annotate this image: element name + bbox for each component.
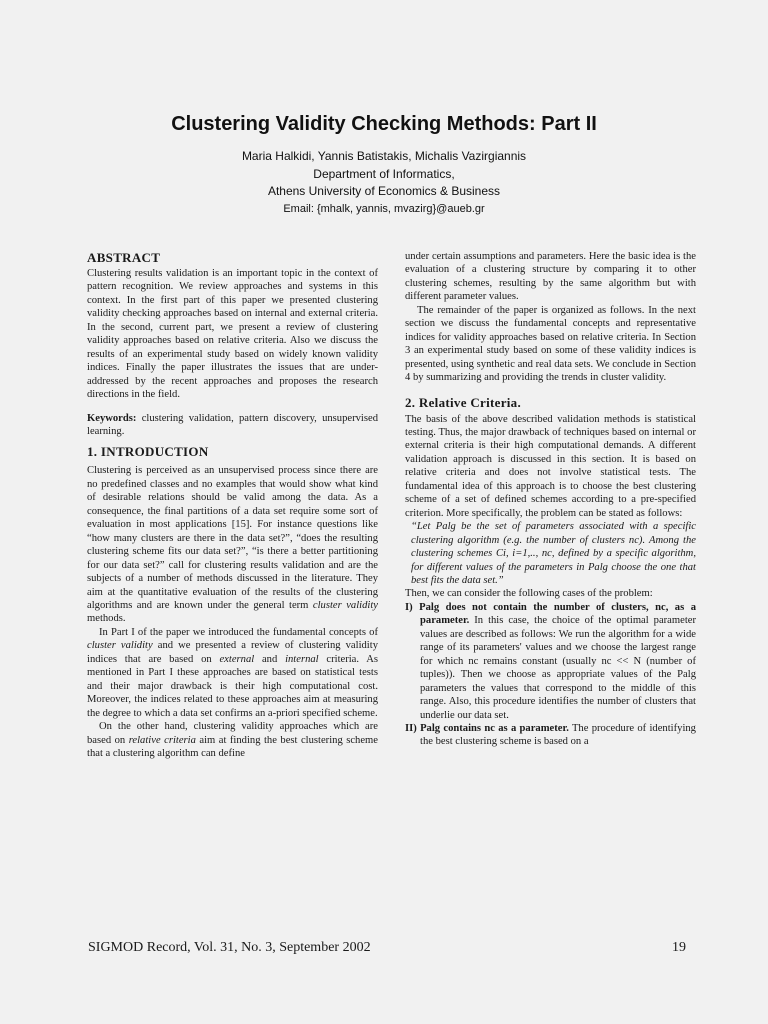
- intro-p1-end: methods.: [87, 613, 126, 625]
- footer-citation: SIGMOD Record, Vol. 31, No. 3, September 2002: [88, 940, 371, 955]
- intro-p3-a: On the other hand, clustering validity approaches which are based on: [87, 721, 378, 746]
- intro-paragraph-2: [87, 626, 378, 720]
- keywords-label: Keywords:: [87, 412, 137, 424]
- relative-criteria-heading: 2. Relative Criteria.: [405, 394, 522, 410]
- right-paragraph-2: The remainder of the paper is organized as follows. In the next section we discuss the fundamental concepts and representative indices for validity approaches based on relative criteria. In Section 3 an experimental study based on some of these validity indices is presented, using synthetic and real data sets. We conclude in Section 4 by summarizing and providing the trends in cluster validity.: [405, 304, 696, 384]
- intro-p2-a: In Part I of the paper we introduced the fundamental concepts of: [99, 626, 378, 638]
- abstract-text: Clustering results validation is an important topic in the context of pattern recognition. We review approaches and systems in this context. In the first part of this paper we presented clustering validity checking approaches based on internal and external criteria. In the second, current part, we present a review of clustering validity approaches based on relative criteria. Also we discuss the results of an experimental study based on widely known validity indices. Finally the paper illustrates the issues that are under-addressed by the recent approaches and proposes the research directions in the field.: [87, 268, 378, 401]
- case-2-text: The procedure of identifying the best clustering scheme is based on a: [420, 722, 696, 748]
- intro-p2-em2: external: [219, 653, 255, 665]
- page-number: 19: [672, 940, 686, 955]
- intro-p2-b: and we presented a review of clustering validity indices that are based on: [87, 640, 378, 665]
- paper-title: Clustering Validity Checking Methods: Part II: [171, 113, 597, 135]
- intro-paragraph-3: [87, 720, 378, 760]
- keywords: [87, 412, 378, 439]
- department: Department of Informatics,: [313, 166, 455, 181]
- authors: Maria Halkidi, Yannis Batistakis, Michalis Vazirgiannis: [241, 149, 527, 163]
- right-paragraph-1: under certain assumptions and parameters. Here the basic idea is the evaluation of a clustering structure by comparing it to other clustering schemes, resulting by the same algorithm but with different parameter values.: [405, 251, 696, 303]
- intro-p3-b: aim at finding the best clustering scheme that a clustering algorithm can define: [87, 734, 378, 759]
- intro-p1-emphasis: cluster validity: [312, 599, 378, 611]
- intro-p2-c: and: [254, 653, 286, 665]
- email: Email: {mhalk, yannis, mvazirg}@aueb.gr: [283, 202, 485, 215]
- case-1: [405, 601, 696, 722]
- left-column: [87, 250, 378, 760]
- intro-p2-em3: internal: [285, 653, 319, 665]
- university: Athens University of Economics & Business: [267, 184, 501, 198]
- case-1-heading: I) Palg does not contain the number of clusters, nc, as a parameter.: [405, 601, 696, 627]
- right-paragraph-3: The basis of the above described validation methods is statistical testing. Thus, the major drawback of techniques based on internal or external criteria is their high computational demands. A different validation approach is discussed in this section. It is based on relative criteria and does not involve statistical tests. The fundamental idea of this approach is to choose the best clustering scheme of a set of defined schemes according to a pre-specified criterion. More specifically, the problem can be stated as follows:: [405, 413, 696, 519]
- affiliation-block: [0, 148, 768, 218]
- keywords-text: clustering validation, pattern discovery, unsupervised learning.: [87, 412, 378, 437]
- problem-statement-quote: “Let Palg be the set of parameters associated with a specific clustering algorithm (e.g. the number of clusters nc). Among the clustering schemes Ci, i=1,.., nc, defined by a specific algorithm, for different values of the parameters in Palg choose the one that best fits the data set.”: [411, 521, 696, 586]
- case-2-heading: II) Palg contains nc as a parameter.: [405, 722, 569, 734]
- intro-p2-em1: cluster validity: [87, 640, 153, 652]
- intro-p3-em: relative criteria: [128, 734, 196, 746]
- right-column: [405, 250, 696, 749]
- intro-paragraph-1: [87, 464, 378, 625]
- case-2: [405, 722, 696, 749]
- abstract-heading: ABSTRACT: [87, 250, 161, 265]
- intro-p1-text: Clustering is perceived as an unsupervised process since there are no predefined classes and no examples that would show what kind of desirable relations should be valid among the data. As a consequence, the final partitions of a data set require some sort of evaluation in most applications [15]. For instance questions like “how many clusters are there in the data set?”, “does the resulting clustering scheme fits our data set?”, “is there a better partitioning for our data set?” call for clustering results validation and are the subjects of a number of methods discussed in the literature. They aim at the quantitative evaluation of the results of the clustering algorithms and are known under the general term: [87, 465, 378, 611]
- intro-p2-d: criteria. As mentioned in Part I these approaches are based on statistical tests and their major drawback is their high computational cost. Moreover, the indices related to these approaches aim at measuring the degree to which a data set confirms an a-priori specified scheme.: [87, 653, 379, 719]
- right-paragraph-4: Then, we can consider the following cases of the problem:: [405, 588, 653, 600]
- case-1-text: In this case, the choice of the optimal parameter values are described as follows: We run the algorithm for a wide range of its parameters' values and we choose the largest range for which nc remains constant (usually nc << N (number of tuples)). Then we choose as appropriate values of the Palg parameters the values that correspond to the middle of this range. Also, this procedure identifies the number of clusters that underlie our data set.: [420, 615, 696, 721]
- intro-heading: 1. INTRODUCTION: [87, 444, 209, 460]
